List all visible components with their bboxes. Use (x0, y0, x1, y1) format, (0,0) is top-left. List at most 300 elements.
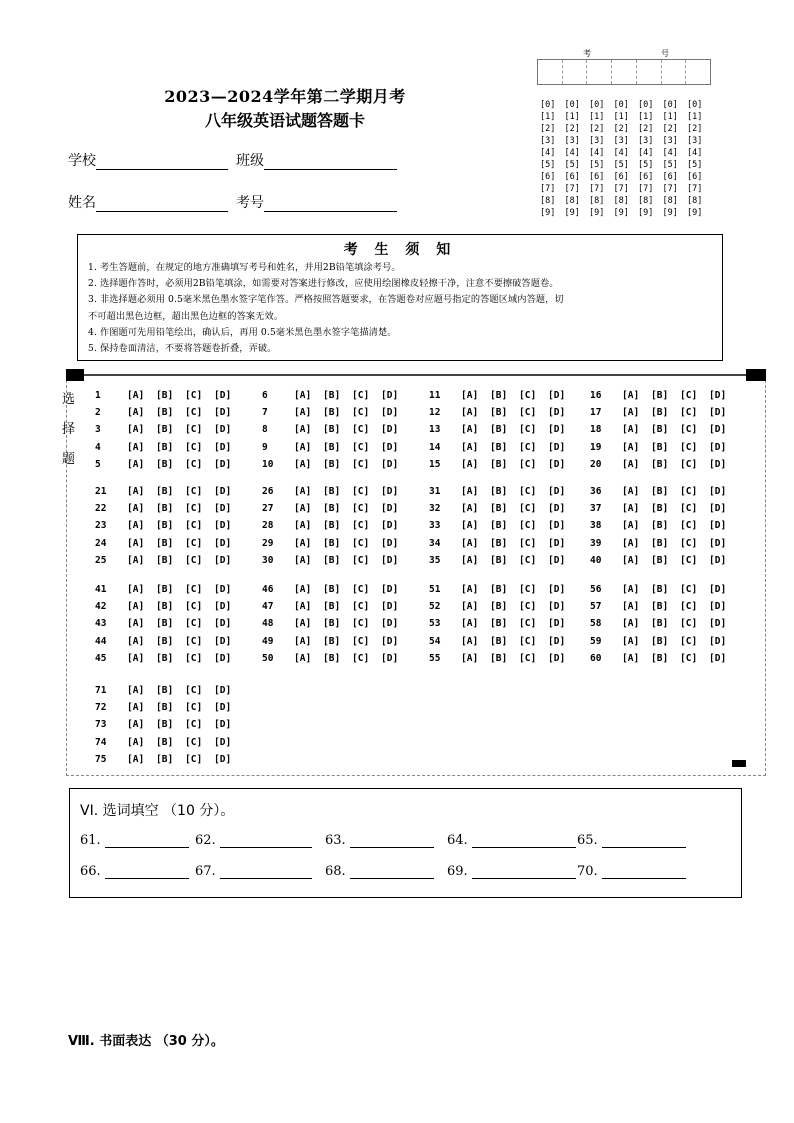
answer-option-bubble[interactable]: [B] (323, 406, 341, 418)
answer-option-bubble[interactable]: [D] (381, 555, 399, 567)
exam-digit-bubble[interactable]: [9] (589, 208, 605, 218)
answer-option-bubble[interactable]: [D] (214, 719, 232, 731)
exam-digit-bubble[interactable]: [5] (662, 160, 678, 170)
answer-option-bubble[interactable]: [B] (490, 635, 508, 647)
answer-option-bubble[interactable]: [C] (352, 555, 370, 567)
answer-option-bubble[interactable]: [B] (156, 424, 174, 436)
answer-option-bubble[interactable]: [D] (709, 389, 727, 401)
answer-option-bubble[interactable]: [D] (381, 459, 399, 471)
answer-option-bubble[interactable]: [A] (294, 502, 312, 514)
exam-digit-bubble[interactable]: [8] (662, 196, 678, 206)
exam-digit-bubble[interactable]: [4] (662, 148, 678, 158)
fill-blank-line[interactable] (472, 835, 576, 848)
answer-option-bubble[interactable]: [A] (127, 736, 145, 748)
exam-digit-bubble[interactable]: [2] (540, 124, 556, 134)
answer-option-bubble[interactable]: [B] (323, 520, 341, 532)
answer-option-bubble[interactable]: [C] (680, 537, 698, 549)
answer-option-bubble[interactable]: [C] (352, 520, 370, 532)
exam-digit-bubble[interactable]: [4] (613, 148, 629, 158)
answer-option-bubble[interactable]: [A] (127, 485, 145, 497)
exam-digit-bubble[interactable]: [0] (589, 100, 605, 110)
answer-option-bubble[interactable]: [A] (622, 485, 640, 497)
exam-digit-bubble[interactable]: [6] (662, 172, 678, 182)
answer-option-bubble[interactable]: [D] (214, 424, 232, 436)
school-line[interactable] (96, 155, 228, 170)
exam-digit-bubble[interactable]: [2] (564, 124, 580, 134)
exam-digit-box[interactable] (637, 60, 662, 84)
exam-digit-bubble[interactable]: [3] (638, 136, 654, 146)
answer-option-bubble[interactable]: [A] (461, 520, 479, 532)
answer-option-bubble[interactable]: [D] (548, 653, 566, 665)
fill-blank-line[interactable] (602, 866, 686, 879)
answer-option-bubble[interactable]: [D] (548, 406, 566, 418)
answer-option-bubble[interactable]: [C] (352, 537, 370, 549)
exam-digit-bubble[interactable]: [6] (540, 172, 556, 182)
exam-digit-bubble[interactable]: [3] (613, 136, 629, 146)
answer-option-bubble[interactable]: [C] (185, 502, 203, 514)
answer-option-bubble[interactable]: [A] (127, 459, 145, 471)
answer-option-bubble[interactable]: [A] (294, 600, 312, 612)
answer-option-bubble[interactable]: [A] (127, 520, 145, 532)
answer-option-bubble[interactable]: [A] (127, 389, 145, 401)
answer-option-bubble[interactable]: [A] (127, 583, 145, 595)
answer-option-bubble[interactable]: [D] (709, 441, 727, 453)
answer-option-bubble[interactable]: [A] (622, 537, 640, 549)
fill-blank[interactable] (577, 864, 686, 879)
answer-option-bubble[interactable]: [D] (548, 389, 566, 401)
answer-option-bubble[interactable]: [A] (294, 618, 312, 630)
exam-digit-bubble[interactable]: [2] (613, 124, 629, 134)
answer-option-bubble[interactable]: [B] (490, 406, 508, 418)
answer-option-bubble[interactable]: [C] (519, 502, 537, 514)
answer-option-bubble[interactable]: [B] (651, 502, 669, 514)
answer-option-bubble[interactable]: [D] (381, 406, 399, 418)
answer-option-bubble[interactable]: [C] (519, 600, 537, 612)
answer-option-bubble[interactable]: [B] (156, 406, 174, 418)
answer-option-bubble[interactable]: [A] (622, 459, 640, 471)
answer-option-bubble[interactable]: [C] (519, 520, 537, 532)
answer-option-bubble[interactable]: [A] (127, 754, 145, 766)
answer-option-bubble[interactable]: [B] (156, 684, 174, 696)
answer-option-bubble[interactable]: [A] (294, 653, 312, 665)
answer-option-bubble[interactable]: [C] (680, 424, 698, 436)
exam-digit-bubble[interactable]: [8] (540, 196, 556, 206)
answer-option-bubble[interactable]: [B] (156, 736, 174, 748)
exam-digit-bubble[interactable]: [0] (687, 100, 703, 110)
exam-digit-bubble[interactable]: [6] (589, 172, 605, 182)
answer-option-bubble[interactable]: [D] (214, 459, 232, 471)
answer-option-bubble[interactable]: [C] (680, 441, 698, 453)
answer-option-bubble[interactable]: [C] (185, 537, 203, 549)
answer-option-bubble[interactable]: [C] (352, 583, 370, 595)
answer-option-bubble[interactable]: [D] (548, 537, 566, 549)
answer-option-bubble[interactable]: [A] (294, 520, 312, 532)
exam-digit-bubble[interactable]: [8] (564, 196, 580, 206)
answer-option-bubble[interactable]: [C] (680, 485, 698, 497)
answer-option-bubble[interactable]: [D] (548, 424, 566, 436)
answer-option-bubble[interactable]: [C] (352, 502, 370, 514)
exam-digit-bubble[interactable]: [7] (638, 184, 654, 194)
exam-digit-box[interactable] (563, 60, 588, 84)
exam-digit-bubble[interactable]: [5] (589, 160, 605, 170)
exam-digit-bubble[interactable]: [9] (662, 208, 678, 218)
answer-option-bubble[interactable]: [D] (709, 424, 727, 436)
answer-option-bubble[interactable]: [C] (680, 653, 698, 665)
exam-digit-bubble[interactable]: [8] (638, 196, 654, 206)
answer-option-bubble[interactable]: [A] (294, 555, 312, 567)
fill-blank[interactable] (447, 864, 576, 879)
answer-option-bubble[interactable]: [C] (680, 502, 698, 514)
answer-option-bubble[interactable]: [C] (185, 406, 203, 418)
answer-option-bubble[interactable]: [C] (352, 389, 370, 401)
answer-option-bubble[interactable]: [B] (490, 600, 508, 612)
answer-option-bubble[interactable]: [D] (214, 555, 232, 567)
exam-digit-box[interactable] (686, 60, 710, 84)
fill-blank[interactable] (195, 833, 312, 848)
answer-option-bubble[interactable]: [A] (461, 389, 479, 401)
answer-option-bubble[interactable]: [C] (185, 520, 203, 532)
exam-digit-bubble[interactable]: [8] (687, 196, 703, 206)
answer-option-bubble[interactable]: [A] (461, 653, 479, 665)
answer-option-bubble[interactable]: [C] (185, 635, 203, 647)
answer-option-bubble[interactable]: [A] (127, 441, 145, 453)
answer-option-bubble[interactable]: [B] (323, 459, 341, 471)
answer-option-bubble[interactable]: [A] (622, 406, 640, 418)
answer-option-bubble[interactable]: [B] (651, 635, 669, 647)
exam-digit-bubble[interactable]: [6] (564, 172, 580, 182)
answer-option-bubble[interactable]: [B] (490, 653, 508, 665)
exam-digit-box[interactable] (662, 60, 687, 84)
answer-option-bubble[interactable]: [C] (352, 441, 370, 453)
answer-option-bubble[interactable]: [A] (127, 424, 145, 436)
answer-option-bubble[interactable]: [D] (381, 537, 399, 549)
fill-blank-line[interactable] (350, 835, 434, 848)
answer-option-bubble[interactable]: [B] (323, 424, 341, 436)
answer-option-bubble[interactable]: [B] (490, 537, 508, 549)
answer-option-bubble[interactable]: [A] (127, 719, 145, 731)
answer-option-bubble[interactable]: [C] (519, 555, 537, 567)
answer-option-bubble[interactable]: [B] (651, 583, 669, 595)
exam-digit-bubble[interactable]: [5] (638, 160, 654, 170)
answer-option-bubble[interactable]: [A] (294, 389, 312, 401)
answer-option-bubble[interactable]: [A] (622, 520, 640, 532)
exam-digit-box[interactable] (538, 60, 563, 84)
answer-option-bubble[interactable]: [B] (651, 520, 669, 532)
answer-option-bubble[interactable]: [C] (519, 635, 537, 647)
answer-option-bubble[interactable]: [A] (622, 389, 640, 401)
exam-digit-bubble[interactable]: [7] (687, 184, 703, 194)
answer-option-bubble[interactable]: [C] (352, 600, 370, 612)
answer-option-bubble[interactable]: [D] (548, 502, 566, 514)
exam-digit-bubble[interactable]: [5] (687, 160, 703, 170)
exam-digit-bubble[interactable]: [1] (589, 112, 605, 122)
answer-option-bubble[interactable]: [D] (214, 583, 232, 595)
answer-option-bubble[interactable]: [C] (185, 653, 203, 665)
answer-option-bubble[interactable]: [B] (156, 600, 174, 612)
answer-option-bubble[interactable]: [D] (548, 618, 566, 630)
answer-option-bubble[interactable]: [D] (548, 635, 566, 647)
answer-option-bubble[interactable]: [C] (352, 424, 370, 436)
answer-option-bubble[interactable]: [D] (214, 701, 232, 713)
answer-option-bubble[interactable]: [D] (214, 635, 232, 647)
answer-option-bubble[interactable]: [A] (127, 502, 145, 514)
answer-option-bubble[interactable]: [D] (709, 537, 727, 549)
answer-option-bubble[interactable]: [B] (651, 555, 669, 567)
answer-option-bubble[interactable]: [C] (519, 441, 537, 453)
answer-option-bubble[interactable]: [B] (490, 459, 508, 471)
answer-option-bubble[interactable]: [C] (519, 389, 537, 401)
answer-option-bubble[interactable]: [C] (352, 618, 370, 630)
fill-blank-line[interactable] (105, 835, 189, 848)
fill-blank-line[interactable] (350, 866, 434, 879)
answer-option-bubble[interactable]: [A] (127, 600, 145, 612)
exam-digit-bubble[interactable]: [5] (540, 160, 556, 170)
answer-option-bubble[interactable]: [C] (680, 459, 698, 471)
answer-option-bubble[interactable]: [C] (185, 684, 203, 696)
answer-option-bubble[interactable]: [A] (127, 653, 145, 665)
exam-digit-bubble[interactable]: [4] (564, 148, 580, 158)
exam-digit-bubble[interactable]: [6] (613, 172, 629, 182)
exam-digit-bubble[interactable]: [4] (638, 148, 654, 158)
answer-option-bubble[interactable]: [B] (156, 618, 174, 630)
answer-option-bubble[interactable]: [C] (680, 600, 698, 612)
answer-option-bubble[interactable]: [B] (323, 485, 341, 497)
exam-digit-bubble[interactable]: [1] (540, 112, 556, 122)
answer-option-bubble[interactable]: [D] (214, 754, 232, 766)
answer-option-bubble[interactable]: [B] (323, 653, 341, 665)
answer-option-bubble[interactable]: [A] (294, 485, 312, 497)
fill-blank-line[interactable] (602, 835, 686, 848)
answer-option-bubble[interactable]: [B] (490, 485, 508, 497)
fill-blank[interactable] (195, 864, 312, 879)
answer-option-bubble[interactable]: [A] (461, 502, 479, 514)
exam-digit-bubble[interactable]: [1] (638, 112, 654, 122)
answer-option-bubble[interactable]: [B] (156, 389, 174, 401)
answer-option-bubble[interactable]: [A] (127, 537, 145, 549)
answer-option-bubble[interactable]: [C] (680, 555, 698, 567)
answer-option-bubble[interactable]: [A] (461, 537, 479, 549)
answer-option-bubble[interactable]: [B] (156, 441, 174, 453)
fill-blank[interactable] (80, 864, 189, 879)
answer-option-bubble[interactable]: [D] (709, 583, 727, 595)
name-field[interactable] (68, 192, 228, 212)
fill-blank-line[interactable] (472, 866, 576, 879)
answer-option-bubble[interactable]: [C] (519, 406, 537, 418)
answer-option-bubble[interactable]: [B] (156, 459, 174, 471)
answer-option-bubble[interactable]: [B] (490, 389, 508, 401)
answer-option-bubble[interactable]: [D] (709, 555, 727, 567)
answer-option-bubble[interactable]: [C] (352, 635, 370, 647)
answer-option-bubble[interactable]: [C] (185, 600, 203, 612)
fill-blank[interactable] (577, 833, 686, 848)
answer-option-bubble[interactable]: [A] (461, 555, 479, 567)
class-line[interactable] (264, 155, 397, 170)
answer-option-bubble[interactable]: [D] (709, 485, 727, 497)
school-field[interactable] (68, 150, 228, 170)
answer-option-bubble[interactable]: [C] (352, 485, 370, 497)
answer-option-bubble[interactable]: [B] (323, 600, 341, 612)
answer-option-bubble[interactable]: [D] (381, 635, 399, 647)
answer-option-bubble[interactable]: [B] (156, 583, 174, 595)
exam-digit-bubble[interactable]: [0] (613, 100, 629, 110)
answer-option-bubble[interactable]: [B] (490, 441, 508, 453)
answer-option-bubble[interactable]: [D] (381, 653, 399, 665)
answer-option-bubble[interactable]: [D] (381, 424, 399, 436)
answer-option-bubble[interactable]: [A] (127, 406, 145, 418)
exam-digit-bubble[interactable]: [9] (687, 208, 703, 218)
answer-option-bubble[interactable]: [D] (709, 520, 727, 532)
exam-digit-bubble[interactable]: [3] (662, 136, 678, 146)
answer-option-bubble[interactable]: [A] (461, 441, 479, 453)
answer-option-bubble[interactable]: [C] (519, 653, 537, 665)
answer-option-bubble[interactable]: [A] (622, 600, 640, 612)
answer-option-bubble[interactable]: [A] (294, 459, 312, 471)
answer-option-bubble[interactable]: [D] (548, 583, 566, 595)
answer-option-bubble[interactable]: [D] (214, 736, 232, 748)
examno-field[interactable] (236, 192, 397, 212)
answer-option-bubble[interactable]: [D] (548, 520, 566, 532)
answer-option-bubble[interactable]: [B] (651, 618, 669, 630)
answer-option-bubble[interactable]: [D] (709, 618, 727, 630)
exam-digit-bubble[interactable]: [4] (589, 148, 605, 158)
exam-digit-bubble[interactable]: [1] (662, 112, 678, 122)
answer-option-bubble[interactable]: [C] (185, 555, 203, 567)
answer-option-bubble[interactable]: [C] (519, 618, 537, 630)
fill-blank-line[interactable] (105, 866, 189, 879)
answer-option-bubble[interactable]: [D] (214, 406, 232, 418)
answer-option-bubble[interactable]: [D] (381, 583, 399, 595)
answer-option-bubble[interactable]: [B] (156, 537, 174, 549)
answer-option-bubble[interactable]: [C] (680, 583, 698, 595)
fill-blank[interactable] (325, 833, 434, 848)
answer-option-bubble[interactable]: [B] (156, 701, 174, 713)
answer-option-bubble[interactable]: [A] (622, 583, 640, 595)
exam-digit-bubble[interactable]: [2] (589, 124, 605, 134)
answer-option-bubble[interactable]: [B] (651, 653, 669, 665)
answer-option-bubble[interactable]: [C] (519, 459, 537, 471)
answer-option-bubble[interactable]: [A] (294, 537, 312, 549)
answer-option-bubble[interactable]: [A] (127, 701, 145, 713)
exam-digit-box[interactable] (612, 60, 637, 84)
exam-digit-bubble[interactable]: [9] (638, 208, 654, 218)
exam-digit-bubble[interactable]: [7] (540, 184, 556, 194)
exam-digit-bubble[interactable]: [7] (589, 184, 605, 194)
answer-option-bubble[interactable]: [D] (381, 389, 399, 401)
answer-option-bubble[interactable]: [B] (490, 520, 508, 532)
answer-option-bubble[interactable]: [A] (461, 485, 479, 497)
exam-digit-bubble[interactable]: [9] (540, 208, 556, 218)
answer-option-bubble[interactable]: [C] (352, 406, 370, 418)
answer-option-bubble[interactable]: [B] (156, 653, 174, 665)
answer-option-bubble[interactable]: [B] (323, 502, 341, 514)
answer-option-bubble[interactable]: [A] (622, 424, 640, 436)
answer-option-bubble[interactable]: [C] (185, 424, 203, 436)
exam-digit-bubble[interactable]: [9] (613, 208, 629, 218)
answer-option-bubble[interactable]: [D] (214, 600, 232, 612)
exam-digit-bubble[interactable]: [3] (564, 136, 580, 146)
answer-option-bubble[interactable]: [A] (461, 459, 479, 471)
answer-option-bubble[interactable]: [D] (381, 600, 399, 612)
answer-option-bubble[interactable]: [C] (352, 459, 370, 471)
exam-digit-bubble[interactable]: [1] (564, 112, 580, 122)
answer-option-bubble[interactable]: [C] (185, 736, 203, 748)
answer-option-bubble[interactable]: [D] (381, 520, 399, 532)
exam-digit-bubble[interactable]: [2] (687, 124, 703, 134)
answer-option-bubble[interactable]: [B] (156, 502, 174, 514)
answer-option-bubble[interactable]: [B] (651, 537, 669, 549)
class-field[interactable] (236, 150, 397, 170)
answer-option-bubble[interactable]: [A] (127, 635, 145, 647)
answer-option-bubble[interactable]: [A] (622, 502, 640, 514)
answer-option-bubble[interactable]: [D] (709, 600, 727, 612)
answer-option-bubble[interactable]: [A] (461, 424, 479, 436)
answer-option-bubble[interactable]: [B] (323, 389, 341, 401)
exam-digit-bubble[interactable]: [1] (613, 112, 629, 122)
answer-option-bubble[interactable]: [C] (185, 485, 203, 497)
answer-option-bubble[interactable]: [B] (156, 635, 174, 647)
answer-option-bubble[interactable]: [D] (214, 502, 232, 514)
answer-option-bubble[interactable]: [D] (214, 520, 232, 532)
answer-option-bubble[interactable]: [C] (185, 719, 203, 731)
answer-option-bubble[interactable]: [B] (490, 424, 508, 436)
answer-option-bubble[interactable]: [D] (381, 502, 399, 514)
answer-option-bubble[interactable]: [A] (461, 406, 479, 418)
exam-digit-bubble[interactable]: [8] (589, 196, 605, 206)
examno-line[interactable] (264, 197, 397, 212)
answer-option-bubble[interactable]: [C] (680, 389, 698, 401)
answer-option-bubble[interactable]: [B] (156, 719, 174, 731)
answer-option-bubble[interactable]: [C] (352, 653, 370, 665)
answer-option-bubble[interactable]: [B] (651, 424, 669, 436)
answer-option-bubble[interactable]: [A] (622, 653, 640, 665)
answer-option-bubble[interactable]: [D] (709, 406, 727, 418)
answer-option-bubble[interactable]: [C] (185, 754, 203, 766)
exam-digit-bubble[interactable]: [0] (540, 100, 556, 110)
answer-option-bubble[interactable]: [A] (294, 441, 312, 453)
answer-option-bubble[interactable]: [C] (680, 635, 698, 647)
answer-option-bubble[interactable]: [B] (323, 441, 341, 453)
answer-option-bubble[interactable]: [B] (156, 754, 174, 766)
fill-blank-line[interactable] (220, 835, 312, 848)
answer-option-bubble[interactable]: [B] (156, 555, 174, 567)
answer-option-bubble[interactable]: [D] (709, 635, 727, 647)
exam-digit-bubble[interactable]: [9] (564, 208, 580, 218)
answer-option-bubble[interactable]: [A] (461, 618, 479, 630)
answer-option-bubble[interactable]: [B] (323, 537, 341, 549)
exam-digit-bubble[interactable]: [3] (589, 136, 605, 146)
exam-digit-bubble[interactable]: [3] (687, 136, 703, 146)
exam-digit-bubble[interactable]: [7] (564, 184, 580, 194)
answer-option-bubble[interactable]: [B] (651, 485, 669, 497)
answer-option-bubble[interactable]: [A] (294, 583, 312, 595)
exam-digit-bubble[interactable]: [6] (638, 172, 654, 182)
answer-option-bubble[interactable]: [B] (323, 555, 341, 567)
answer-option-bubble[interactable]: [D] (548, 555, 566, 567)
exam-number-boxes[interactable] (537, 59, 711, 85)
answer-option-bubble[interactable]: [B] (156, 520, 174, 532)
answer-option-bubble[interactable]: [D] (381, 441, 399, 453)
answer-option-bubble[interactable]: [A] (622, 441, 640, 453)
exam-digit-bubble[interactable]: [0] (638, 100, 654, 110)
answer-option-bubble[interactable]: [C] (185, 583, 203, 595)
answer-option-bubble[interactable]: [C] (519, 485, 537, 497)
exam-digit-bubble[interactable]: [1] (687, 112, 703, 122)
answer-option-bubble[interactable]: [D] (214, 485, 232, 497)
answer-option-bubble[interactable]: [A] (294, 424, 312, 436)
answer-option-bubble[interactable]: [B] (651, 459, 669, 471)
answer-option-bubble[interactable]: [B] (156, 485, 174, 497)
answer-option-bubble[interactable]: [B] (323, 583, 341, 595)
